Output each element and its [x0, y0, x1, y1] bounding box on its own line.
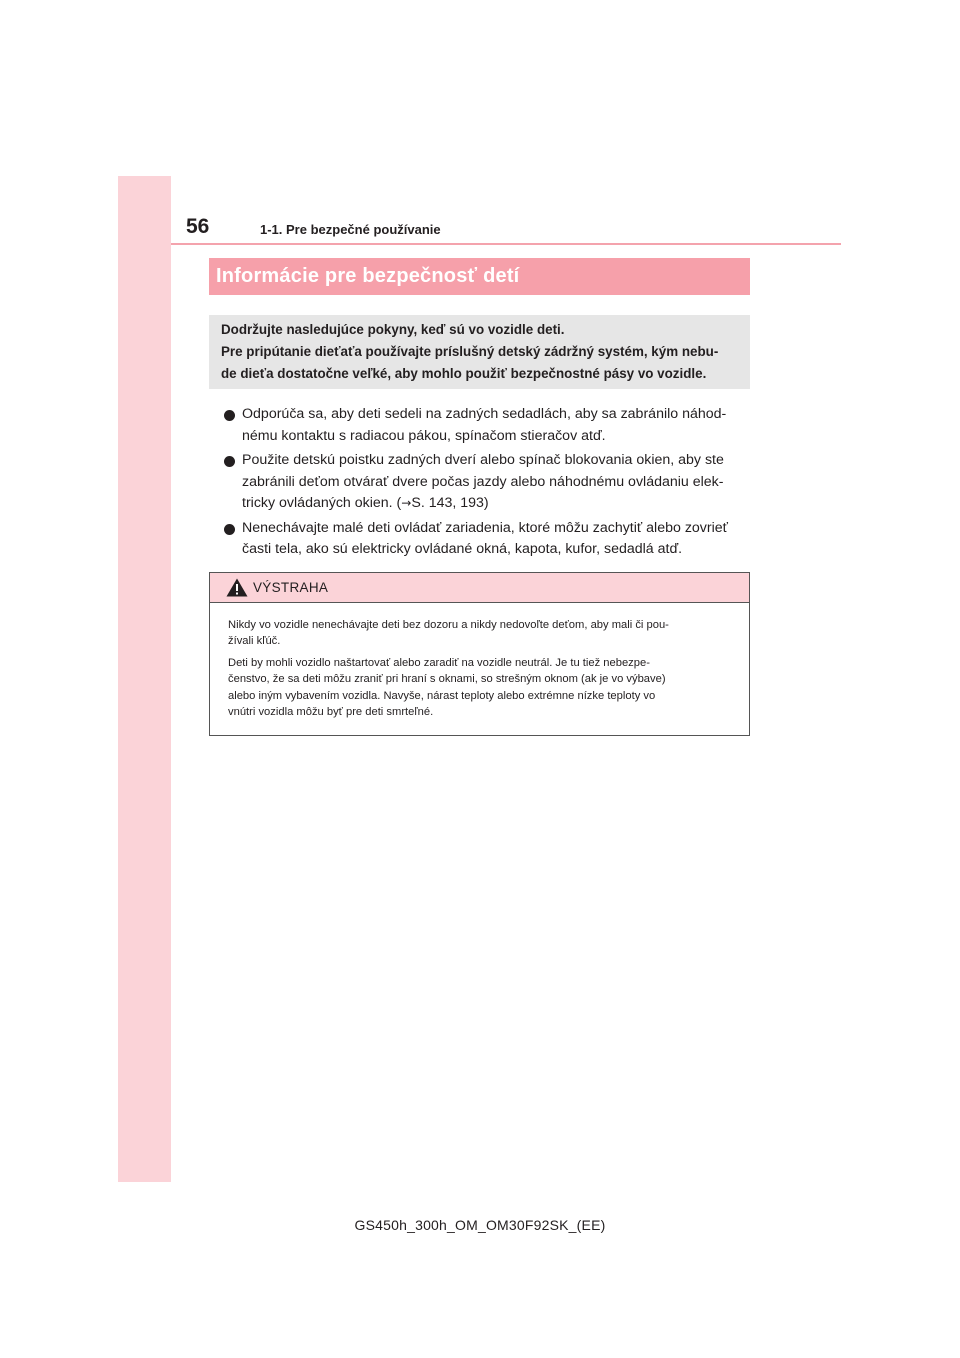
warning-line: Nikdy vo vozidle nenechávajte deti bez dozoru a nikdy nedovoľte deťom, aby mali či pou- — [228, 619, 669, 631]
warning-line: vnútri vozidla môžu byť pre deti smrteľné. — [228, 706, 434, 719]
bullet-line: zabránili deťom otvárať dvere počas jazdy alebo náhodnému ovládaniu elek- — [242, 473, 724, 490]
warning-box — [209, 572, 750, 736]
section-title-bar — [209, 258, 750, 295]
intro-box — [209, 315, 750, 389]
bullet-line: Nenechávajte malé deti ovládať zariadenia, ktoré môžu zachytiť alebo zovrieť — [242, 519, 728, 536]
intro-line-1: Dodržujte nasledujúce pokyny, keď sú vo vozidle deti. — [221, 322, 565, 337]
intro-line-3: de dieťa dostatočne veľké, aby mohlo použiť bezpečnostné pásy vo vozidle. — [221, 366, 707, 381]
document-code: GS450h_300h_OM_OM30F92SK_(EE) — [354, 1217, 606, 1233]
intro-line-2: Pre pripútanie dieťaťa používajte príslušný detský zádržný systém, kým nebu- — [221, 344, 719, 359]
warning-line: Deti by mohli vozidlo naštartovať alebo zaradiť na vozidle neutrál. Je tu tiež nebezpe- — [228, 656, 650, 669]
side-color-band — [118, 176, 171, 1182]
warning-line: čenstvo, že sa deti môžu zraniť pri hraní s oknami, so strešným oknom (ak je vo výbave) — [228, 673, 666, 686]
bullet-line: Odporúča sa, aby deti sedeli na zadných sedadlách, aby sa zabránilo náhod- — [242, 406, 727, 422]
bullet-item — [222, 450, 750, 515]
page-number: 56 — [186, 215, 210, 238]
bullet-line: nému kontaktu s radiacou pákou, spínačom stieračov atď. — [242, 427, 606, 444]
bullet-dot-icon — [224, 524, 235, 535]
bullet-item — [222, 518, 750, 561]
bullet-line: časti tela, ako sú elektricky ovládané okná, kapota, kufor, sedadlá atď. — [242, 541, 683, 557]
bullet-dot-icon — [224, 456, 235, 467]
bullet-item — [222, 404, 750, 447]
warning-line: žívali kľúč. — [228, 635, 281, 648]
bullet-list — [222, 404, 750, 564]
warning-title: VÝSTRAHA — [253, 580, 329, 595]
bullet-line — [242, 493, 750, 515]
warning-line: alebo iným vybavením vozidla. Navyše, nárast teploty alebo extrémne nízke teploty vo — [228, 689, 656, 702]
warning-paragraph — [228, 617, 739, 650]
arrow-right-icon: → — [401, 496, 412, 510]
warning-triangle-icon — [226, 578, 248, 597]
bullet-dot-icon — [224, 410, 235, 421]
section-title: Informácie pre bezpečnosť detí — [216, 265, 520, 287]
chapter-title: 1-1. Pre bezpečné používanie — [260, 222, 441, 237]
warning-body — [210, 603, 749, 720]
bullet-line: Použite detskú poistku zadných dverí alebo spínač blokovania okien, aby ste — [242, 452, 724, 468]
warning-paragraph — [228, 655, 739, 721]
header-rule — [171, 243, 841, 245]
bullet-text: tricky ovládaných okien. ( — [242, 495, 402, 511]
warning-header — [210, 573, 749, 603]
page-reference: S. 143, 193) — [411, 495, 489, 511]
